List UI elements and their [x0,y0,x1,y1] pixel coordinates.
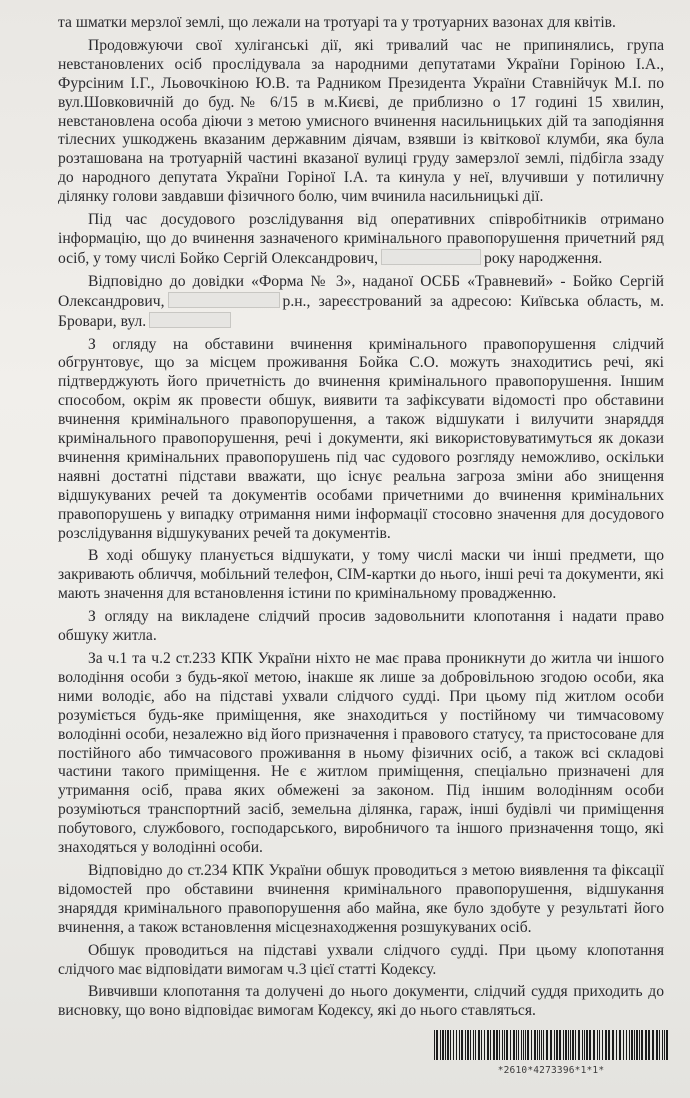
barcode-bar [447,1030,449,1060]
barcode-bar [664,1030,665,1060]
barcode-bar [589,1030,591,1060]
barcode-bar [629,1030,630,1060]
barcode [432,1030,670,1074]
barcode-bar [602,1030,603,1060]
barcode-bar [554,1030,555,1060]
barcode-bar [527,1030,529,1060]
barcode-bar [487,1030,489,1060]
barcode-bar [440,1030,441,1060]
barcode-bar [518,1030,519,1060]
barcode-bar [559,1030,561,1060]
barcode-bar [506,1030,508,1060]
barcode-bar [656,1030,658,1060]
barcode-bar [565,1030,567,1060]
paragraph-9: Обшук проводиться на підставі ухвали слідчого судді. При цьому клопотання слідчого має відповідати вимогам ч.3 цієї статті Кодексу. [58,941,664,978]
barcode-bar [612,1030,614,1060]
paragraph-3-text: Відповідно до довідки «Форма № 3», наданої ОСББ «Травневий» - Бойко Сергій Олександрович, [58,272,664,310]
barcode-bar [481,1030,482,1060]
barcode-bar [593,1030,595,1060]
barcode-bar [634,1030,635,1060]
paragraph-0: та шматки мерзлої землі, що лежали на тротуарі та у тротуарних вазонах для квітів. [58,14,616,31]
barcode-bar [648,1030,650,1060]
barcode-bar [568,1030,569,1060]
barcode-bar [436,1030,438,1060]
redaction-box [168,292,280,308]
barcode-bar [516,1030,517,1060]
paragraph-2-tail: року народження. [484,249,603,267]
barcode-bar [599,1030,600,1060]
barcode-bar [473,1030,474,1060]
barcode-bar [575,1030,576,1060]
barcode-bar [636,1030,638,1060]
paragraph-8: Відповідно до ст.234 КПК України обшук проводиться з метою виявлення та фіксації відомостей про обставини вчинення кримінального правопорушення, відшукання знаряддя кримінального правопорушення або майна, яке було здобуте у результаті його вчинення, а також встановлення місцезнаходження розшукуваних осіб. [58,861,664,936]
barcode-bar [502,1030,503,1060]
paragraph-3 [58,273,664,332]
barcode-bar [499,1030,500,1060]
barcode-bar [456,1030,457,1060]
barcode-bar [666,1030,668,1060]
paragraph-10: Вивчивши клопотання та долучені до нього документи, слідчий суддя приходить до висновку, що воно відповідає вимогам Кодексу, які до нього ставляться. [58,983,664,1020]
barcode-bar [459,1030,460,1060]
barcode-bar [510,1030,511,1060]
barcode-bar [626,1030,627,1060]
barcode-bar [652,1030,654,1060]
barcode-bar [572,1030,574,1060]
paragraph-6: З огляду на викладене слідчий просив задовольнити клопотання і надати право обшуку житла. [58,608,664,645]
barcode-bar [639,1030,640,1060]
barcode-bar [445,1030,446,1060]
barcode-bar [521,1030,522,1060]
barcode-bar [513,1030,515,1060]
barcode-bar [541,1030,542,1060]
barcode-bar [442,1030,444,1060]
barcode-bar [584,1030,585,1060]
barcode-bar [450,1030,451,1060]
barcode-bar [496,1030,498,1060]
barcode-bar [543,1030,544,1060]
barcode-bar [525,1030,526,1060]
paragraph-5: В ході обшуку планується відшукати, у тому числі маски чи інші предмети, що закривають обличчя, мобільний телефон, СІМ-картки до нього, інші речі та документи, які мають значення для встановлення істини по кримінальному провадженню. [58,547,664,603]
redaction-box [381,249,481,265]
barcode-bar [563,1030,564,1060]
barcode-bar [467,1030,469,1060]
barcode-bar [531,1030,532,1060]
barcode-bar [662,1030,663,1060]
barcode-bar [659,1030,660,1060]
paragraph-4: З огляду на обставини вчинення кримінального правопорушення слідчий обгрунтовує, що за місцем проживання Бойка С.О. можуть знаходитись речі, які підтверджують його причетність до вчинення кримінального правопорушення. Іншим способом, окрім як провести обшук, виявити та зафіксувати відомості про обставини вчинення кримінального правопорушення, а також відшукати і вилучити знаряддя кримінального правопорушення, речі і документи, які використовуватимуться як докази вчинення кримінальних правопорушень під час судового розгляду неможливо, оскільки наявні достатні підстави вважати, що існує реальна загроза зміни або знищення відшукуваних речей та документів особами причетними до вчинення кримінальних правопорушень у випадку отримання ними інформації стосовно значення для досудового розслідування відшукуваних речей та документів. [58,335,664,542]
barcode-bar [539,1030,540,1060]
barcode-bars [432,1030,670,1060]
barcode-bar [504,1030,505,1060]
paragraph-7: За ч.1 та ч.2 ст.233 КПК України ніхто не має права проникнути до житла чи іншого володіння особи з будь-якої метою, інакше як лише за добровільною згодою особи, яка ними володіє, або на підставі ухвали слідчого судді. При цьому під житлом особи розуміється будь-яке приміщення, яке знаходиться у постійному чи тимчасовому володінні особи, незалежно від його призначення і правового статусу, та пристосоване для постійного або тимчасового проживання в ньому фізичних осіб, а також всі складові частини такого приміщення. Не є житлом приміщення, спеціально призначені для утримання осіб, права яких обмежені за законом. Під іншим володінням особи розуміються транспортний засіб, земельна ділянка, гараж, інші будівлі чи приміщення побутового, службового, господарського, виробничого та іншого призначення тощо, які знаходяться у володінні особи. [58,650,664,857]
barcode-bar [570,1030,571,1060]
barcode-bar [484,1030,485,1060]
barcode-bar [556,1030,558,1060]
barcode-bar [537,1030,538,1060]
barcode-bar [623,1030,624,1060]
barcode-bar [597,1030,598,1060]
barcode-bar [641,1030,643,1060]
barcode-bar [453,1030,454,1060]
barcode-bar [578,1030,580,1060]
paragraph-1: Продовжуючи свої хуліганські дії, які тривалий час не припинялись, група невстановлених осіб прослідувала за народними депутатами України Горіною І.А., Фурсіним І.Г., Льовочкіною Ю.В. та Радником Президента України Ставнійчук М.І. по вул.Шовковичній до буд.№ 6/15 в м.Києві, де приблизно о 17 годині 15 хвилин, невстановлена особа діючи з метою умисного вчинення насильницьких дій та заподіяння тілесних ушкоджень вказаним державним діячам, взявши із квіткової клумби, яка була розташована на тротуарній частині вказаної вулиці груду замерзлої землі, підбігла ззаду до народного депутата України Горіної І.А. та кинула у неї, влучивши у потиличну ділянку голови завдавши фізичного болю, чим вчинила насильницькі дії. [58,36,664,206]
barcode-bar [470,1030,471,1060]
barcode-bar [434,1030,435,1060]
barcode-bar [523,1030,524,1060]
barcode-bar [493,1030,495,1060]
barcode-bar [478,1030,480,1060]
barcode-bar [619,1030,621,1060]
paragraph-2 [58,211,664,269]
paragraph-3-tail: р.н., зареєстрований за адресою: Київська область, м. Бровари, вул. [58,292,664,330]
barcode-bar [645,1030,647,1060]
barcode-bar [465,1030,466,1060]
barcode-bar [586,1030,588,1060]
barcode-bar [605,1030,607,1060]
barcode-bar [631,1030,633,1060]
redaction-box [149,312,231,328]
barcode-text: *2610*4273396*1*1* [497,1065,605,1076]
barcode-bar [616,1030,617,1060]
paragraph-2-text: Під час досудового розслідування від оперативних співробітників отримано інформацію, що до вчинення зазначеного кримінального правопорушення причетний ряд осіб, у тому числі Бойко Сергій Олександрович, [58,211,664,267]
barcode-bar [461,1030,463,1060]
barcode-bar [475,1030,476,1060]
barcode-bar [490,1030,491,1060]
barcode-bar [546,1030,548,1060]
barcode-bar [534,1030,536,1060]
barcode-bar [550,1030,552,1060]
barcode-bar [608,1030,610,1060]
barcode-bar [582,1030,583,1060]
